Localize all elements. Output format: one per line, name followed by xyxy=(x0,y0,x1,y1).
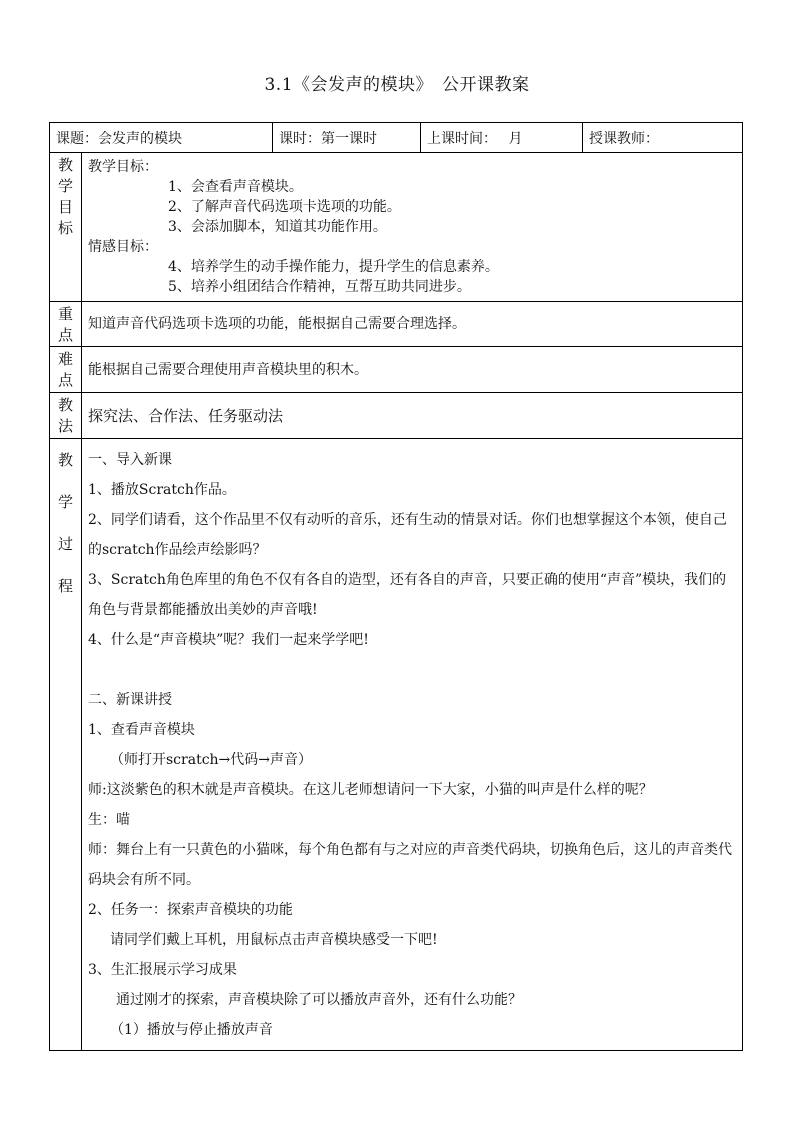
difficulties-text: 能根据自己需要合理使用声音模块里的积木。 xyxy=(82,347,743,393)
section-heading: 一、导入新课 xyxy=(88,452,172,468)
process-line: 师:这淡紫色的积木就是声音模块。在这儿老师想请问一下大家，小猫的叫声是什么样的呢？ xyxy=(88,782,653,798)
objective-item: 5、培养小组团结合作精神，互帮互助共同进步。 xyxy=(168,279,471,295)
process-line: 3、生汇报展示学习成果 xyxy=(88,962,237,978)
process-line: 1、播放Scratch作品。 xyxy=(88,482,236,498)
process-label: 教 学 过 程 xyxy=(50,439,82,1051)
process-line: 4、什么是“声音模块”呢？我们一起来学学吧! xyxy=(88,632,369,648)
objective-item: 4、培养学生的动手操作能力，提升学生的信息素养。 xyxy=(168,259,499,275)
process-line: 2、任务一：探索声音模块的功能 xyxy=(88,902,293,918)
process-line: （1）播放与停止播放声音 xyxy=(110,1022,273,1038)
key-points-label: 重 点 xyxy=(50,302,82,347)
difficulties-label: 难 点 xyxy=(50,347,82,393)
methods-text: 探究法、合作法、任务驱动法 xyxy=(82,393,743,439)
methods-label: 教 法 xyxy=(50,393,82,439)
objectives-label: 教 学 目 标 xyxy=(50,153,82,302)
process-line: 生：喵 xyxy=(88,812,130,828)
process-line: 2、同学们请看，这个作品里不仅有动听的音乐，还有生动的情景对话。你们也想掌握这个本领，使自己的scratch作品绘声绘影吗？ xyxy=(88,512,727,558)
topic-cell: 课题：会发声的模块 xyxy=(50,123,273,153)
process-row xyxy=(50,439,743,1051)
process-line: 1、查看声音模块 xyxy=(88,722,195,738)
spacer xyxy=(88,655,736,685)
header-row xyxy=(50,123,743,153)
document-title: 3.1《会发声的模块》 公开课教案 xyxy=(264,75,530,95)
teaching-objectives-heading: 教学目标： xyxy=(88,159,158,175)
process-line: 3、Scratch角色库里的角色不仅有各自的造型，还有各自的声音，只要正确的使用“声音”模块，我们的角色与背景都能播放出美妙的声音哦! xyxy=(88,572,727,618)
objective-item: 1、会查看声音模块。 xyxy=(168,179,303,195)
section-heading: 二、新课讲授 xyxy=(88,692,172,708)
lesson-plan-table xyxy=(49,122,743,1051)
key-points-text: 知道声音代码选项卡选项的功能，能根据自己需要合理选择。 xyxy=(82,302,743,347)
process-content xyxy=(82,439,743,1051)
process-line: 通过刚才的探索，声音模块除了可以播放声音外，还有什么功能？ xyxy=(116,992,522,1008)
period-cell: 课时：第一课时 xyxy=(273,123,421,153)
difficulties-row xyxy=(50,347,743,393)
objectives-content xyxy=(82,153,743,302)
process-line: （师打开scratch→代码→声音） xyxy=(110,752,313,768)
objective-item: 2、了解声音代码选项卡选项的功能。 xyxy=(168,199,401,215)
objectives-row xyxy=(50,153,743,302)
process-line: 请同学们戴上耳机，用鼠标点击声音模块感受一下吧! xyxy=(110,932,438,948)
process-line: 师：舞台上有一只黄色的小猫咪，每个角色都有与之对应的声音类代码块，切换角色后，这儿的声音类代码块会有所不同。 xyxy=(88,842,732,888)
teacher-cell: 授课教师： xyxy=(583,123,743,153)
emotional-objectives-heading: 情感目标： xyxy=(88,239,158,255)
key-points-row xyxy=(50,302,743,347)
methods-row xyxy=(50,393,743,439)
class-time-cell: 上课时间： 月 xyxy=(421,123,583,153)
objective-item: 3、会添加脚本，知道其功能作用。 xyxy=(168,219,387,235)
